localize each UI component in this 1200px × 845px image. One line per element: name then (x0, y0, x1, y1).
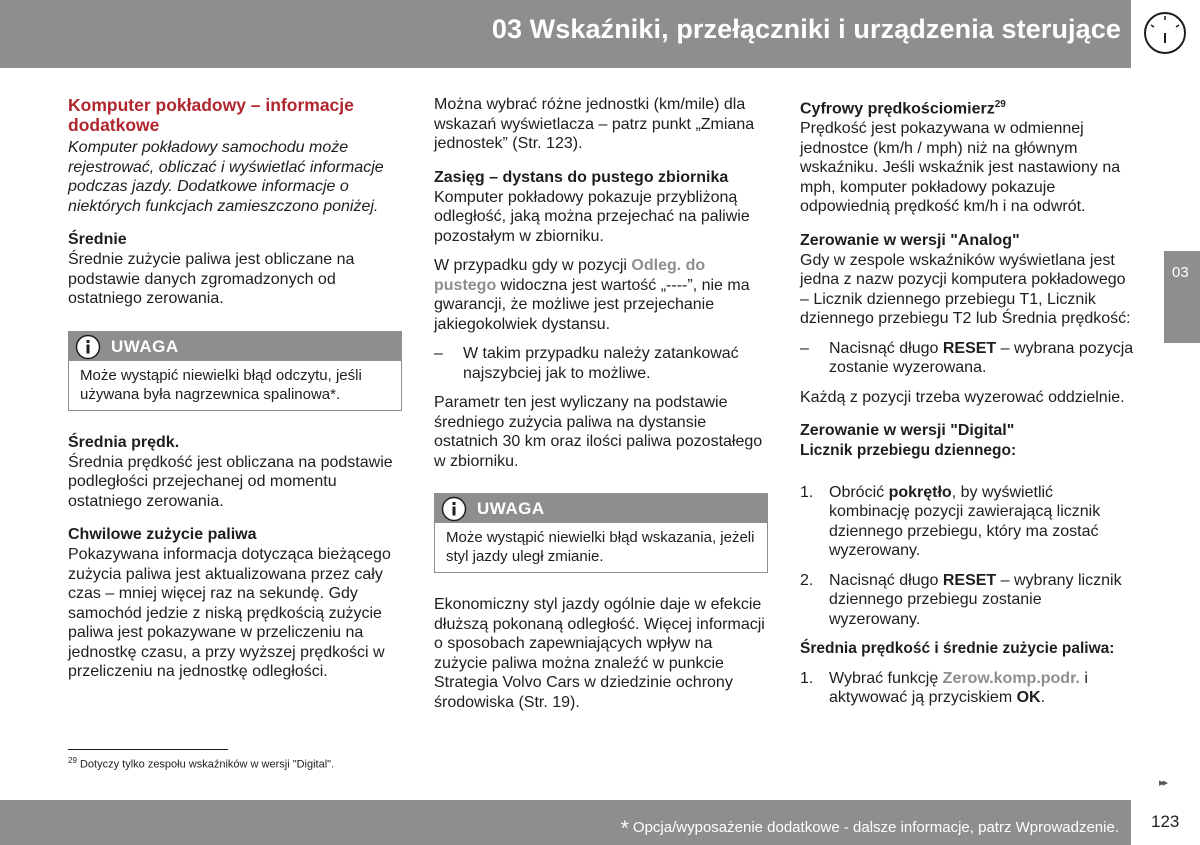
paragraph-parametr: Parametr ten jest wyliczany na podstawie średniego zużycia paliwa na dystansie ostatnich 30 km oraz ilości paliwa pozostałego w zbiorniku. (434, 394, 763, 470)
page-number-box (1131, 800, 1200, 845)
page-number: 123 (1151, 812, 1180, 831)
list-item: 2. Nacisnąć długo RESET – wybrany licznik dziennego przebiegu zostanie wyzerowany. (800, 571, 1122, 628)
dash-mark: – (800, 339, 809, 357)
list-item: – W takim przypadku należy zatankować najszybciej jak to możliwe. (434, 345, 739, 382)
asterisk-mark: * (620, 817, 629, 840)
display-term: Zerow.komp.podr. (942, 669, 1080, 687)
paragraph-srednia-predk: Średnia prędkość jest obliczana na podstawie podległości przejechanej od momentu ostatniego zerowania. (68, 453, 393, 510)
info-icon (75, 334, 101, 360)
warning-text: Może wystąpić niewielki błąd wskazania, jeżeli styl jazdy uległ zmianie. (446, 529, 755, 565)
step-number: 2. (800, 571, 814, 589)
chapter-side-tab-label: 03 (1172, 264, 1189, 281)
page-footer (0, 800, 1131, 845)
page-header (0, 0, 1131, 68)
column-3 (800, 95, 1134, 708)
subheading-average: Średnia prędkość i średnie zużycie paliwa: (800, 640, 1115, 658)
heading-zasieg: Zasięg – dystans do pustego zbiornika (434, 168, 729, 186)
heading-chwilowe: Chwilowe zużycie paliwa (68, 526, 257, 543)
chapter-side-tab (1164, 251, 1200, 343)
footnote-text: Dotyczy tylko zespołu wskaźników w wersji "Digital". (79, 758, 335, 771)
footnote (68, 756, 334, 771)
column-2 (434, 95, 768, 712)
paragraph-analog: Gdy w zespole wskaźników wyświetlana jest jedna z nazw pozycji komputera pokładowego – Licznik dziennego przebiegu T1, Licznik dziennego przebiegu T2 lub Średnia prędkość: (800, 251, 1131, 328)
paragraph-ekonomiczny: Ekonomiczny styl jazdy ogólnie daje w efekcie dłuższą pokonaną odległość. Więcej informacji o sposobach zapewniających wpływ na zużycie paliwa można znaleźć w punkcie Strategia Volvo Cars w dziedzinie ochrony środowiska (Str. 19). (434, 596, 765, 711)
paragraph-cyfrowy: Prędkość jest pokazywana w odmiennej jednostce (km/h / mph) niż na głównym wskaźniku. Jeśli wskaźnik jest nastawiony na mph, komputer pokładowy pokazuje odpowiednią prędkość km/h i na odwrót. (800, 120, 1121, 216)
subheading-digital: Licznik przebiegu dziennego: (800, 442, 1017, 460)
chapter-icon-box (1131, 0, 1200, 68)
footnote-ref: 29 (994, 99, 1006, 110)
section-title: Komputer pokładowy – informacje dodatkowe (68, 95, 354, 135)
chapter-title: 03 Wskaźniki, przełączniki i urządzenia sterujące (491, 14, 1121, 44)
footnote-rule (68, 749, 228, 750)
section-intro: Komputer pokładowy samochodu może rejestrować, obliczać i wyświetlać informacje podczas jazdy. Dodatkowe informacje o niektórych funkcjach zamieszczono poniżej. (68, 139, 384, 215)
paragraph-units: Można wybrać różne jednostki (km/mile) dla wskazań wyświetlacza – patrz punkt „Zmiana jednostek” (Str. 123). (434, 96, 755, 152)
dash-mark: – (434, 345, 443, 362)
warning-box (434, 493, 768, 573)
heading-srednie: Średnie (68, 231, 127, 248)
step-number: 1. (800, 669, 814, 687)
list-item: – Nacisnąć długo RESET – wybrana pozycja zostanie wyzerowana. (800, 339, 1134, 377)
paragraph-analog-note: Każdą z pozycji trzeba wyzerować oddzielnie. (800, 388, 1125, 406)
heading-digital: Zerowanie w wersji "Digital" (800, 422, 1015, 440)
footer-note: * Opcja/wyposażenie dodatkowe - dalsze informacje, patrz Wprowadzenie. (620, 817, 1119, 840)
footnote-number: 29 (68, 756, 77, 765)
warning-label: UWAGA (477, 499, 545, 518)
warning-text: Może wystąpić niewielki błąd odczytu, jeśli używana była nagrzewnica spalinowa*. (80, 366, 362, 403)
info-icon (441, 496, 467, 522)
control-name: pokrętło (888, 483, 952, 501)
warning-box (68, 331, 402, 411)
heading-srednia-predk: Średnia prędk. (68, 433, 180, 451)
warning-header (435, 494, 767, 523)
speedometer-icon (1142, 10, 1188, 56)
list-item: 1. Obrócić pokrętło, by wyświetlić kombinację pozycji zawierającą licznik dziennego przebiegu, który ma zostać wyzerowany. (800, 483, 1101, 560)
display-term: Odleg. do pustego (434, 257, 706, 294)
button-name: RESET (942, 339, 997, 357)
heading-analog: Zerowanie w wersji "Analog" (800, 231, 1020, 249)
paragraph-srednie: Średnie zużycie paliwa jest obliczane na podstawie danych zgromadzonych od ostatniego zerowania. (68, 251, 355, 307)
list-item: 1. Wybrać funkcję Zerow.komp.podr. i aktywować ją przyciskiem OK. (800, 669, 1088, 707)
continue-arrow-icon: ▸▸ (1159, 777, 1167, 789)
paragraph-odleg: W przypadku gdy w pozycji Odleg. do pustego widoczna jest wartość „----”, nie ma gwarancji, że możliwe jest przejechanie jakiegokolwiek dystansu. (434, 257, 750, 333)
heading-cyfrowy: Cyfrowy prędkościomierz$^{29}$ (800, 99, 1006, 118)
warning-label: UWAGA (111, 336, 179, 356)
warning-header (69, 332, 401, 361)
button-name: OK (1016, 689, 1041, 707)
step-number: 1. (800, 483, 814, 501)
column-1 (68, 95, 402, 682)
paragraph-chwilowe: Pokazywana informacja dotycząca bieżącego zużycia paliwa jest aktualizowana przez cały czas – mniej więcej raz na sekundę. Gdy samochód jedzie z niską prędkością zużycie paliwa jest pokazywane w przeliczeniu na jednostkę czasu, a przy wyższej prędkości w przeliczeniu na jednostkę odległości. (68, 546, 391, 680)
button-name: RESET (942, 571, 997, 589)
paragraph-zasieg: Komputer pokładowy pokazuje przybliżoną odległość, jaką można przejechać na paliwie pozostałym w zbiorniku. (434, 188, 750, 245)
